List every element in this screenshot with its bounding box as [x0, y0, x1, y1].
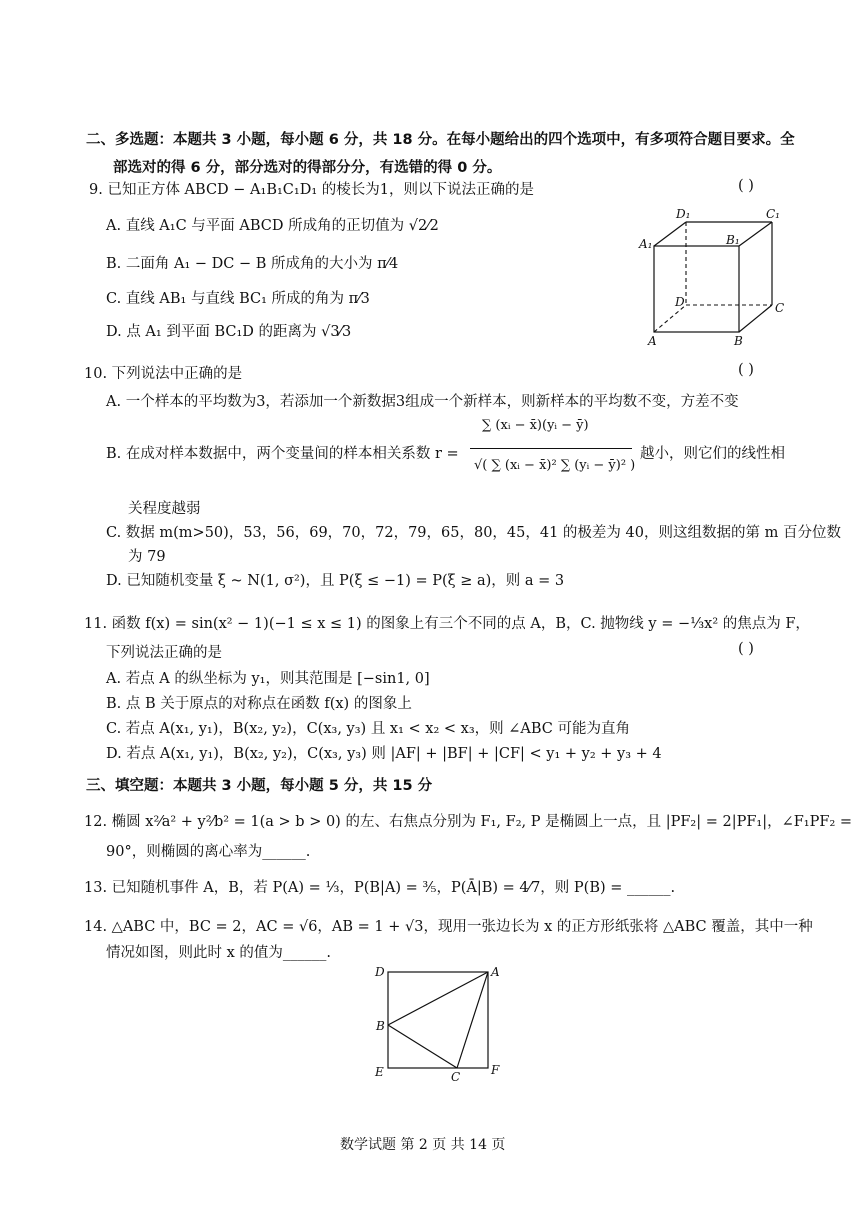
figure-label-e: E: [375, 1065, 384, 1079]
cube-edge-a-d-hidden: [654, 305, 686, 332]
cube-edge-a1-d1: [654, 222, 686, 246]
correlation-numerator: ∑ (xᵢ − x̄)(yᵢ − ȳ): [482, 418, 589, 433]
cube-label-a: A: [648, 334, 657, 348]
figure-label-d: D: [375, 965, 385, 979]
section-2-heading-line2: 部选对的得 6 分，部分选对的得部分分，有选错的得 0 分。: [113, 160, 502, 176]
section-2-heading-line1: 二、多选题：本题共 3 小题，每小题 6 分，共 18 分。在每小题给出的四个选项中，有多项符合题目要求。全: [86, 132, 795, 148]
page-footer: 数学试题 第 2 页 共 14 页: [340, 1137, 506, 1153]
question-11-stem: 11. 函数 f(x) = sin(x² − 1)(−1 ≤ x ≤ 1) 的图象上有三个不同的点 A，B，C. 抛物线 y = −⅓x² 的焦点为 F，: [84, 616, 810, 632]
question-10-answer-paren: ( ): [738, 362, 754, 378]
correlation-denominator: √( ∑ (xᵢ − x̄)² ∑ (yᵢ − ȳ)² ): [474, 458, 636, 473]
cube-label-d: D: [675, 295, 685, 309]
question-10-option-b-suffix: 越小，则它们的线性相: [640, 446, 785, 462]
question-9-stem: 9. 已知正方体 ABCD − A₁B₁C₁D₁ 的棱长为1，则以下说法正确的是: [89, 182, 534, 198]
cube-edge-b1-c1: [739, 222, 772, 246]
question-11-option-b: B. 点 B 关于原点的对称点在函数 f(x) 的图象上: [106, 696, 412, 712]
cube-label-b: B: [734, 334, 743, 348]
figure-label-b: B: [376, 1019, 385, 1033]
question-11-option-a: A. 若点 A 的纵坐标为 y₁，则其范围是 [−sin1, 0]: [106, 671, 430, 687]
question-10-option-a: A. 一个样本的平均数为3，若添加一个新数据3组成一个新样本，则新样本的平均数不变，方差不变: [106, 394, 739, 410]
square-triangle-figure: [370, 962, 506, 1088]
question-9-option-c: C. 直线 AB₁ 与直线 BC₁ 所成的角为 π⁄3: [106, 291, 370, 307]
question-10-option-b-cont: 关程度越弱: [128, 501, 201, 517]
question-12-line2: 90°，则椭圆的离心率为______.: [106, 844, 311, 860]
figure-label-a: A: [491, 965, 500, 979]
question-11-option-c: C. 若点 A(x₁, y₁)，B(x₂, y₂)，C(x₃, y₃) 且 x₁ < x₂ < x₃，则 ∠ABC 可能为直角: [106, 721, 630, 737]
correlation-fraction-bar: [470, 448, 632, 449]
cube-figure: [632, 202, 792, 350]
question-10-option-c: C. 数据 m(m>50)，53，56，69，70，72，79，65，80，45，41 的极差为 40，则这组数据的第 m 百分位数: [106, 525, 841, 541]
question-11-option-d: D. 若点 A(x₁, y₁)，B(x₂, y₂)，C(x₃, y₃) 则 |AF| + |BF| + |CF| < y₁ + y₂ + y₃ + 4: [106, 746, 662, 762]
triangle-side-bc: [388, 1025, 457, 1068]
cube-label-c: C: [775, 301, 785, 315]
figure-label-f: F: [491, 1063, 500, 1077]
question-10-option-d: D. 已知随机变量 ξ ~ N(1, σ²)，且 P(ξ ≤ −1) = P(ξ ≥ a)，则 a = 3: [106, 573, 565, 589]
question-9-option-a: A. 直线 A₁C 与平面 ABCD 所成角的正切值为 √2⁄2: [106, 218, 439, 234]
cube-label-a1: A₁: [639, 237, 653, 251]
question-13-line1: 13. 已知随机事件 A，B，若 P(A) = ⅓，P(B|A) = ⅗，P(Ā|B) = 4⁄7，则 P(B) = ______.: [84, 880, 676, 896]
question-14-line1: 14. △ABC 中，BC = 2，AC = √6，AB = 1 + √3，现用一张边长为 x 的正方形纸张将 △ABC 覆盖，其中一种: [84, 919, 813, 935]
question-10-option-b-prefix: B. 在成对样本数据中，两个变量间的样本相关系数 r =: [106, 446, 459, 462]
question-10-option-c-cont: 为 79: [128, 549, 166, 565]
cube-label-c1: C₁: [766, 207, 780, 221]
figure-label-c: C: [451, 1070, 461, 1084]
cube-label-b1: B₁: [726, 233, 740, 247]
question-9-option-b: B. 二面角 A₁ − DC − B 所成角的大小为 π⁄4: [106, 256, 399, 272]
question-14-line2: 情况如图，则此时 x 的值为______.: [106, 945, 332, 961]
question-11-answer-paren: ( ): [738, 641, 754, 657]
question-11-stem-line2: 下列说法正确的是: [106, 645, 222, 661]
question-12-line1: 12. 椭圆 x²⁄a² + y²⁄b² = 1(a > b > 0) 的左、右焦点分别为 F₁, F₂, P 是椭圆上一点，且 |PF₂| = 2|PF₁|，∠F₁PF₂ =: [84, 814, 853, 830]
cube-edge-b-c: [739, 305, 772, 332]
question-9-answer-paren: ( ): [738, 178, 754, 194]
question-10-stem: 10. 下列说法中正确的是: [84, 366, 243, 382]
cube-label-d1: D₁: [676, 207, 691, 221]
question-9-option-d: D. 点 A₁ 到平面 BC₁D 的距离为 √3⁄3: [106, 324, 352, 340]
cube-front-face: [654, 246, 739, 332]
section-3-heading: 三、填空题：本题共 3 小题，每小题 5 分，共 15 分: [86, 778, 433, 794]
